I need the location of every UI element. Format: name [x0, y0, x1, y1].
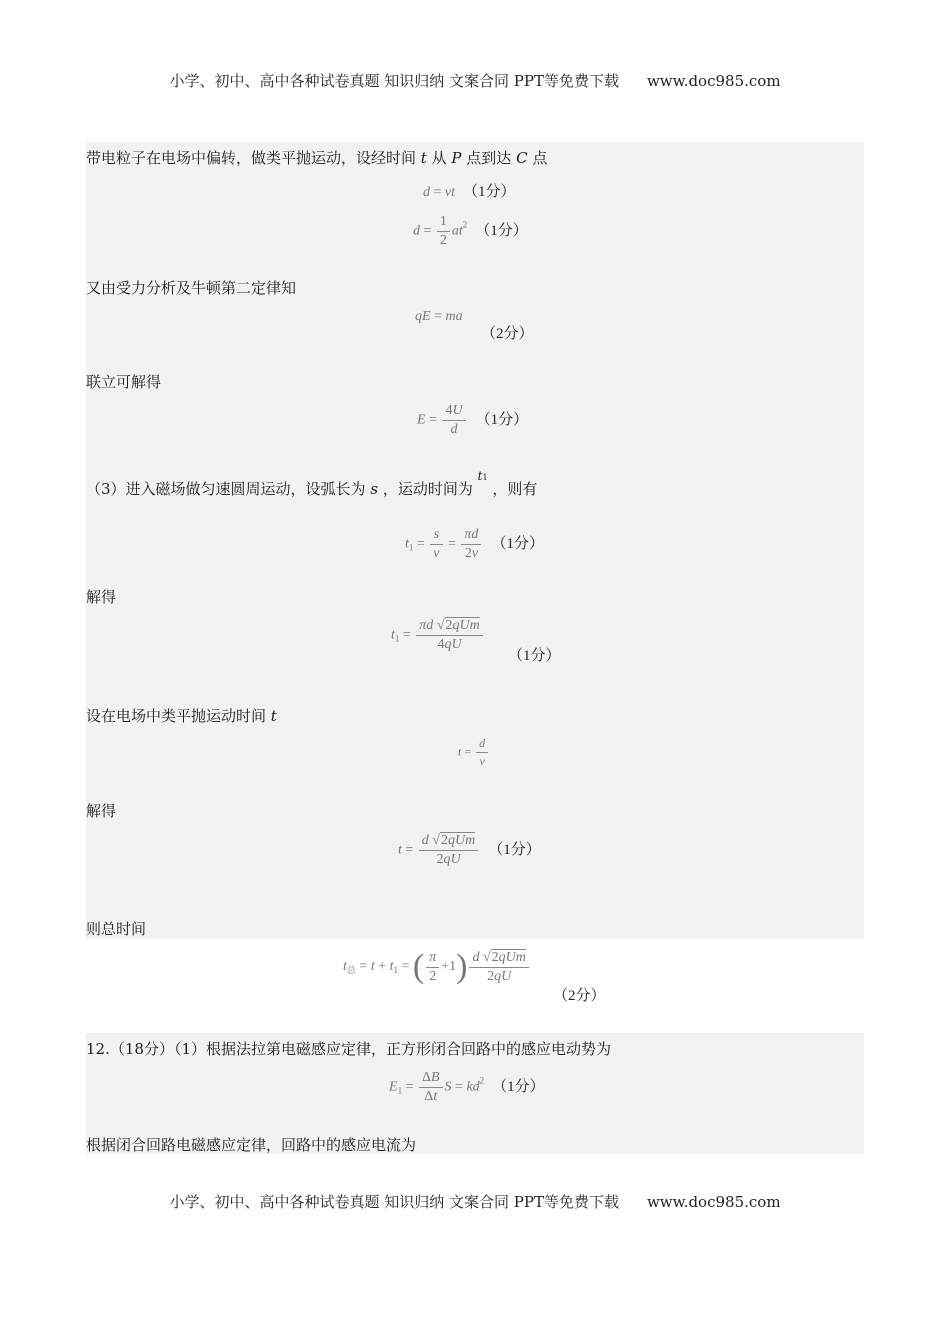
- equation-E-4U-d: E = $\frac{4U}{d}$ （1分）: [417, 403, 529, 437]
- page-header: [0, 70, 950, 91]
- text-line-8: 则总时间: [86, 920, 147, 938]
- points-qE: （2分）: [481, 326, 534, 342]
- equation-d-vt: d = vt （1分）: [423, 184, 516, 200]
- text-line-10: 根据闭合回路电磁感应定律，回路中的感应电流为: [86, 1136, 417, 1154]
- equation-t1-s-v: $t_1$ = $\frac{s}{v}$ = $\frac{\pi d}{2v}$ （1分）: [405, 527, 544, 561]
- header-text: 小学、初中、高中各种试卷真题 知识归纳 文案合同 PPT等免费下载: [169, 72, 619, 90]
- footer-site: www.doc985.com: [646, 1193, 781, 1211]
- equation-t-result: t = $\frac{\text{d √2qUm}}{2qU}$ （1分）: [398, 833, 541, 867]
- text-line-6: 设在电场中类平抛运动时间 t: [86, 707, 277, 725]
- text-line-3: 联立可解得: [86, 373, 162, 391]
- equation-t1-result: $t_1$ = $\frac{\text{πd √2qUm}}{4qU}$: [391, 618, 485, 653]
- text-line-7: 解得: [86, 802, 117, 820]
- equation-total-time: $t_总 = t + t_1$ = ( $\frac{\pi}{2}$ +1) $\frac{\text{d √2qUm}}{2qU}$: [343, 948, 531, 986]
- equation-qE-ma: qE = ma: [415, 309, 463, 324]
- points-total: （2分）: [553, 988, 606, 1004]
- text-line-9: 12.（18分）（1）根据法拉第电磁感应定律，正方形闭合回路中的感应电动势为: [86, 1040, 611, 1058]
- text-line-4: （3）进入磁场做匀速圆周运动，设弧长为 s ，运动时间为 $^{t1}$ ，则有: [86, 469, 538, 498]
- footer-text: 小学、初中、高中各种试卷真题 知识归纳 文案合同 PPT等免费下载: [169, 1193, 619, 1211]
- points-t1: （1分）: [508, 648, 561, 664]
- equation-E1: $E_1$ = $\frac{\Delta B}{\Delta t}$ $S = kd^2$ （1分）: [389, 1070, 545, 1104]
- header-site: www.doc985.com: [646, 72, 781, 90]
- text-line-1: 带电粒子在电场中偏转，做类平抛运动，设经时间 t 从 P 点到达 C 点: [86, 149, 548, 167]
- page-footer: [0, 1191, 950, 1212]
- text-line-2: 又由受力分析及牛顿第二定律知: [86, 279, 297, 297]
- equation-t-d-v: t = $\frac{d}{v}$: [458, 736, 490, 769]
- equation-d-half-at2: d = $\frac{1}{2}$ $at^2$ （1分）: [413, 214, 528, 248]
- text-line-5: 解得: [86, 588, 117, 606]
